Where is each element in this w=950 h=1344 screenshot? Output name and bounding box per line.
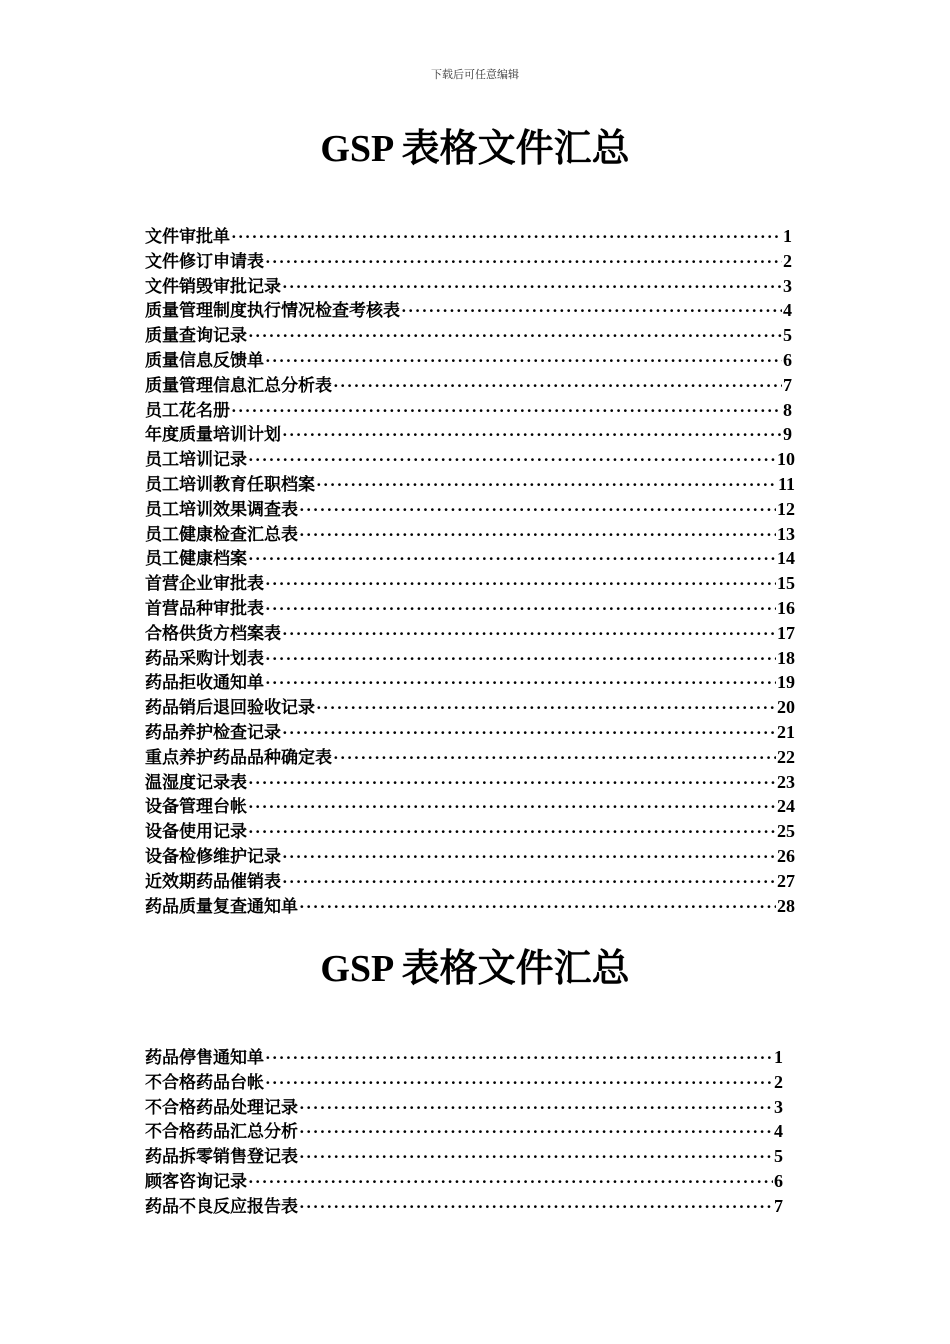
dot-leader	[282, 622, 776, 647]
toc-entry	[145, 398, 795, 423]
dot-leader	[282, 870, 776, 895]
toc-entry-label: 不合格药品处理记录	[145, 1097, 298, 1118]
toc-entry-label: 员工培训教育任职档案	[145, 474, 315, 495]
toc-entry	[145, 844, 795, 869]
toc-entry-label: 文件审批单	[145, 227, 230, 247]
toc-entry-label: 年度质量培训计划	[145, 425, 281, 446]
toc-entry	[145, 670, 795, 695]
toc-entry-label: 药品销后退回验收记录	[145, 698, 315, 719]
toc-entry-page-number: 4	[783, 300, 792, 321]
section-title: GSP 表格文件汇总	[320, 128, 630, 170]
toc-entry-page-number: 3	[774, 1096, 783, 1117]
toc-entry-label: 文件销毁审批记录	[145, 276, 281, 297]
dot-leader	[316, 696, 776, 721]
toc-entry	[145, 869, 795, 894]
dot-leader	[248, 324, 782, 349]
toc-entry-label: 药品采购计划表	[145, 648, 264, 669]
toc-entry-label: 质量管理制度执行情况检查考核表	[145, 301, 400, 322]
table-of-contents	[145, 224, 795, 918]
toc-entry-page-number: 21	[777, 721, 795, 742]
toc-entry	[145, 224, 795, 249]
dot-leader	[265, 1071, 773, 1096]
toc-entry	[145, 348, 795, 373]
dot-leader	[299, 498, 776, 523]
toc-entry-page-number: 7	[774, 1195, 783, 1216]
toc-entry	[145, 1045, 786, 1070]
toc-entry-page-number: 7	[783, 374, 792, 395]
dot-leader	[248, 771, 776, 796]
toc-entry-label: 设备检修维护记录	[145, 846, 281, 867]
toc-entry-label: 不合格药品台帐	[145, 1072, 264, 1093]
dot-leader	[316, 473, 777, 498]
toc-entry-page-number: 23	[777, 771, 795, 792]
toc-entry-page-number: 25	[777, 821, 795, 842]
toc-entry-page-number: 22	[777, 746, 795, 767]
toc-entry-label: 质量信息反馈单	[145, 350, 264, 371]
toc-entry	[145, 794, 795, 819]
toc-entry-page-number: 5	[774, 1146, 783, 1167]
toc-entry-page-number: 15	[777, 573, 795, 594]
dot-leader	[282, 845, 776, 870]
toc-entry-page-number: 26	[777, 845, 795, 866]
toc-entry-page-number: 8	[783, 399, 792, 420]
toc-entry-page-number: 9	[783, 424, 792, 445]
toc-entry-label: 药品拒收通知单	[145, 673, 264, 694]
toc-entry-page-number: 17	[777, 622, 795, 643]
toc-entry	[145, 1095, 786, 1120]
toc-entry	[145, 249, 795, 274]
toc-entry	[145, 323, 795, 348]
dot-leader	[401, 299, 782, 324]
toc-entry	[145, 1119, 786, 1144]
toc-entry	[145, 894, 795, 919]
toc-entry	[145, 745, 795, 770]
toc-entry-label: 药品质量复查通知单	[145, 896, 298, 917]
toc-entry-page-number: 3	[783, 275, 792, 296]
toc-entry-page-number: 10	[777, 449, 795, 470]
toc-entry-page-number: 19	[777, 672, 795, 693]
toc-entry	[145, 447, 795, 472]
dot-leader	[282, 275, 782, 300]
toc-entry	[145, 497, 795, 522]
dot-leader	[248, 547, 776, 572]
toc-entry-page-number: 2	[783, 250, 792, 271]
dot-leader	[265, 1046, 773, 1071]
toc-entry-page-number: 11	[777, 473, 795, 494]
dot-leader	[265, 647, 776, 672]
toc-entry	[145, 621, 795, 646]
dot-leader	[299, 1120, 773, 1145]
dot-leader	[248, 795, 776, 820]
toc-entry-page-number: 2	[774, 1071, 783, 1092]
dot-leader	[231, 225, 782, 250]
toc-entry-page-number: 18	[777, 647, 795, 668]
toc-entry	[145, 472, 795, 497]
toc-entry	[145, 546, 795, 571]
toc-entry	[145, 422, 795, 447]
toc-entry-label: 顾客咨询记录	[145, 1171, 247, 1192]
toc-entry-page-number: 28	[777, 895, 795, 916]
toc-entry	[145, 720, 795, 745]
toc-entry-label: 员工花名册	[145, 400, 230, 421]
toc-entry-label: 药品养护检查记录	[145, 722, 281, 743]
toc-entry-page-number: 27	[777, 870, 795, 891]
toc-entry-label: 设备使用记录	[145, 822, 247, 843]
toc-entry	[145, 1144, 786, 1169]
dot-leader	[248, 1170, 773, 1195]
toc-entry-page-number: 12	[777, 498, 795, 519]
toc-entry-label: 质量管理信息汇总分析表	[145, 375, 332, 396]
toc-entry-label: 药品停售通知单	[145, 1048, 264, 1068]
dot-leader	[333, 374, 782, 399]
table-of-contents	[145, 1045, 786, 1219]
dot-leader	[299, 523, 776, 548]
toc-entry-label: 不合格药品汇总分析	[145, 1122, 298, 1143]
toc-entry-label: 近效期药品催销表	[145, 871, 281, 892]
toc-entry	[145, 1169, 786, 1194]
section-title: GSP 表格文件汇总	[320, 948, 630, 990]
toc-entry	[145, 274, 795, 299]
header-note: 下载后可任意编辑	[431, 68, 519, 81]
dot-leader	[231, 399, 782, 424]
dot-leader	[265, 671, 776, 696]
toc-entry	[145, 646, 795, 671]
toc-entry-page-number: 16	[777, 597, 795, 618]
dot-leader	[265, 349, 782, 374]
toc-entry	[145, 1070, 786, 1095]
toc-entry-label: 员工健康检查汇总表	[145, 524, 298, 545]
toc-entry	[145, 695, 795, 720]
dot-leader	[282, 721, 776, 746]
toc-entry	[145, 819, 795, 844]
toc-entry-label: 员工培训效果调查表	[145, 499, 298, 520]
toc-entry-page-number: 6	[783, 349, 792, 370]
toc-entry	[145, 571, 795, 596]
toc-entry	[145, 770, 795, 795]
dot-leader	[265, 250, 782, 275]
dot-leader	[333, 746, 776, 771]
dot-leader	[282, 423, 782, 448]
toc-entry-page-number: 6	[774, 1170, 783, 1191]
toc-entry	[145, 596, 795, 621]
toc-entry-label: 首营品种审批表	[145, 598, 264, 619]
toc-entry-page-number: 4	[774, 1121, 783, 1142]
toc-entry	[145, 1194, 786, 1219]
toc-entry-page-number: 1	[774, 1047, 783, 1067]
dot-leader	[248, 448, 776, 473]
toc-entry-label: 温湿度记录表	[145, 772, 247, 793]
dot-leader	[299, 895, 776, 920]
toc-entry-label: 药品不良反应报告表	[145, 1196, 298, 1217]
dot-leader	[265, 597, 776, 622]
toc-entry-label: 质量查询记录	[145, 326, 247, 347]
toc-entry-page-number: 24	[777, 796, 795, 817]
toc-entry-page-number: 13	[777, 523, 795, 544]
dot-leader	[299, 1195, 773, 1220]
toc-entry-label: 合格供货方档案表	[145, 623, 281, 644]
dot-leader	[299, 1145, 773, 1170]
toc-entry-label: 首营企业审批表	[145, 574, 264, 595]
toc-entry-label: 药品拆零销售登记表	[145, 1147, 298, 1168]
toc-entry	[145, 373, 795, 398]
toc-entry-label: 员工培训记录	[145, 450, 247, 471]
toc-entry-page-number: 14	[777, 548, 795, 569]
toc-entry-label: 员工健康档案	[145, 549, 247, 570]
toc-entry-label: 重点养护药品品种确定表	[145, 747, 332, 768]
toc-entry-label: 文件修订申请表	[145, 251, 264, 272]
toc-entry	[145, 298, 795, 323]
toc-entry-page-number: 20	[777, 697, 795, 718]
toc-entry-page-number: 1	[783, 226, 792, 246]
toc-entry-label: 设备管理台帐	[145, 797, 247, 818]
dot-leader	[299, 1096, 773, 1121]
dot-leader	[265, 572, 776, 597]
toc-entry	[145, 522, 795, 547]
dot-leader	[248, 820, 776, 845]
toc-entry-page-number: 5	[783, 325, 792, 346]
